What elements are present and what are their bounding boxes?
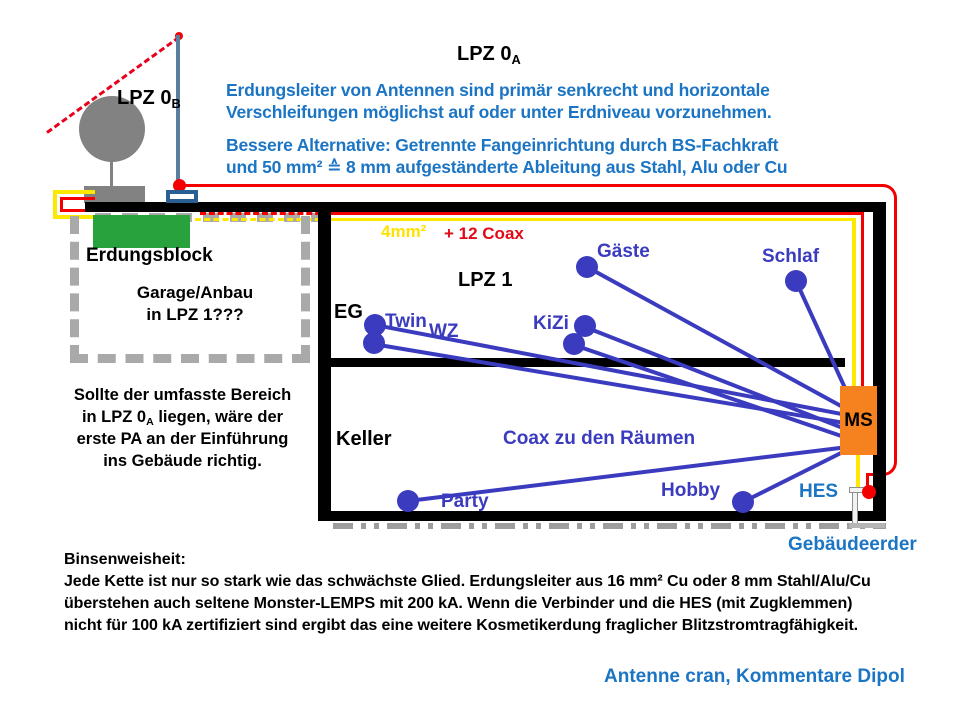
- coax-run-dashed: [200, 212, 330, 215]
- floor-keller-label: Keller: [336, 428, 392, 450]
- advice-paragraph-2-line-1: Bessere Alternative: Getrennte Fangeinrichtung durch BS-Fachkraft: [226, 135, 779, 155]
- room-label-wz: WZ: [429, 321, 459, 342]
- zone-lpz1-label: LPZ 1: [458, 269, 513, 291]
- garage-label-line1: Garage/Anbau: [136, 283, 254, 302]
- room-label-schlaf: Schlaf: [762, 246, 820, 267]
- wire-label-4mm: 4mm²: [381, 222, 427, 241]
- signature: Antenne cran, Kommentare Dipol: [604, 666, 905, 687]
- zone-b-label: LPZ 0B: [117, 87, 181, 111]
- page-title: LPZ 0A: [457, 43, 521, 67]
- mast-insulator: [166, 190, 198, 203]
- wire-label-coax: + 12 Coax: [444, 224, 524, 243]
- antenna-dish-stem: [110, 160, 113, 188]
- floor-eg-label: EG: [334, 301, 363, 323]
- garage-label-line2: in LPZ 1???: [146, 305, 244, 324]
- note-line-1: Sollte der umfasste Bereich: [73, 386, 292, 404]
- footer-heading: Binsenweisheit:: [64, 551, 186, 568]
- outlet-dot-hobby: [732, 491, 754, 513]
- outlet-dot-kizi-b: [563, 333, 585, 355]
- advice-paragraph-1-line-1: Erdungsleiter von Antennen sind primär senkrecht und horizontale: [226, 80, 770, 100]
- outlet-dot-schlaf: [785, 270, 807, 292]
- hes-clamp-stem: [852, 492, 858, 524]
- outlet-dot-gaeste: [576, 256, 598, 278]
- room-label-party: Party: [441, 491, 489, 512]
- room-label-hobby: Hobby: [661, 480, 721, 501]
- hes-label: HES: [799, 481, 839, 502]
- building-earth-label: Gebäudeerder: [788, 534, 917, 555]
- advice-paragraph-1-line-2: Verschleifungen möglichst auf oder unter Erdniveau vorzunehmen.: [226, 102, 772, 122]
- down-conductor-corner: [874, 184, 897, 200]
- earth-strip: [849, 523, 885, 528]
- room-label-twin: Twin: [385, 311, 427, 332]
- footer-line-2: überstehen auch seltene Monster-LEMPS mit 200 kA. Wenn die Verbinder und die HES (mit Zugklemmen): [64, 595, 853, 612]
- down-conductor-horizontal: [180, 184, 876, 187]
- coax-note-label: Coax zu den Räumen: [503, 428, 696, 449]
- outlet-dot-wz: [363, 332, 385, 354]
- ground-block-label: Erdungsblock: [86, 245, 213, 266]
- advice-paragraph-2-line-2: und 50 mm² ≙ 8 mm aufgeständerte Ableitung aus Stahl, Alu oder Cu: [226, 157, 788, 177]
- footer-line-3: nicht für 100 kA zertifiziert sind ergibt das eine weitere Kosmetikerdung fraglicher Blitzstromtragfähigkeit.: [64, 617, 859, 634]
- antenna-mast: [176, 35, 180, 187]
- outlet-dot-party: [397, 490, 419, 512]
- note-line-3: erste PA an der Einführung: [76, 430, 289, 448]
- multiswitch-box: [840, 386, 877, 455]
- multiswitch-label: MS: [844, 409, 873, 431]
- room-label-gaeste: Gäste: [597, 241, 650, 262]
- footer-line-1: Jede Kette ist nur so stark wie das schwächste Glied. Erdungsleiter aus 16 mm² Cu oder 8 mm Stahl/Alu/Cu: [64, 573, 871, 590]
- roof-line: [85, 202, 886, 212]
- room-label-kizi: KiZi: [533, 313, 569, 334]
- note-line-4: ins Gebäude richtig.: [103, 452, 262, 470]
- note-line-2: in LPZ 0A liegen, wäre der: [81, 408, 284, 428]
- hes-red-dot: [862, 485, 876, 499]
- down-conductor-vertical: [894, 199, 897, 462]
- ground-dashes: [333, 523, 886, 529]
